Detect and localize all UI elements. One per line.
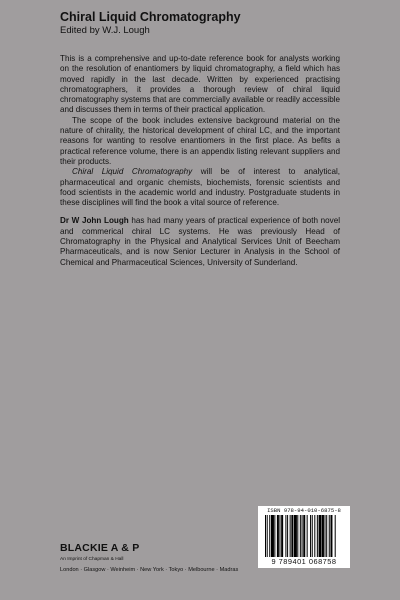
barcode-stripe — [269, 515, 270, 557]
barcode-stripe — [297, 515, 298, 557]
barcode-stripe — [329, 515, 330, 557]
barcode-block — [258, 506, 350, 568]
barcode-number: 9 789401 068758 — [271, 557, 337, 566]
barcode-stripe — [310, 515, 311, 557]
description-paragraph-2: The scope of the book includes extensive background material on the nature of chirality, the historical development of chiral LC, and the important reasons for wanting to resolve enantiomers in the first place. As befits a practical reference volume, there is an appendix listing relevant suppliers and their products. — [60, 115, 340, 166]
barcode-stripe — [281, 515, 283, 557]
publisher-cities: London · Glasgow · Weinheim · New York · Tokyo · Melbourne · Madras — [60, 567, 239, 573]
publisher-name: BLACKIE A & P — [60, 542, 140, 554]
barcode-stripe — [271, 515, 274, 557]
barcode-stripe — [330, 515, 332, 557]
publisher-imprint: An Imprint of Chapman & Hall — [60, 557, 124, 562]
barcode-stripe — [265, 515, 266, 557]
barcode-stripe — [335, 515, 336, 557]
barcode-stripe — [325, 515, 326, 557]
barcode-stripe — [319, 515, 322, 557]
barcode-stripe — [314, 515, 315, 557]
barcode-stripe — [307, 515, 308, 557]
author-bio — [60, 216, 340, 267]
barcode-stripe — [291, 515, 293, 557]
author-bio-text: has had many years of practical experience of both novel and commerical chiral LC systems. He was previously Head of Chromatography in the Physical and Analytical Services Unit of Beecham Pharmaceuticals, and is now Senior Lecturer in Analysis in the School of Chemical and Pharmaceutical Sciences, University of Sunderland. — [60, 216, 340, 267]
barcode-bars — [265, 515, 343, 557]
barcode-stripe — [300, 515, 301, 557]
description-paragraph-3-text: will be of interest to analytical, pharmaceutical and organic chemists, biochemists, forensic scientists and food scientists in the academic world and industry. Postgraduate students in these disciplines will find the book a vital source of reference. — [60, 167, 340, 208]
barcode-stripe — [326, 515, 327, 557]
description-paragraph-1: This is a comprehensive and up-to-date reference book for analysts working on the resolution of enantiomers by liquid chromatography, a field which has moved rapidly in the last decade. Written by experienced practising chromatographers, it provides a thorough review of chiral liquid chromatography systems that are commercially available or readily accessible and discusses them in terms of their practical application. — [60, 54, 340, 115]
barcode-stripe — [267, 515, 268, 557]
barcode-stripe — [312, 515, 313, 557]
barcode-stripe — [322, 515, 324, 557]
back-cover-text — [60, 54, 340, 268]
author-name: Dr W John Lough — [60, 216, 129, 226]
book-title: Chiral Liquid Chromatography — [60, 10, 241, 24]
barcode-stripe — [279, 515, 280, 557]
barcode-stripe — [277, 515, 279, 557]
barcode-stripe — [274, 515, 275, 557]
barcode-stripe — [302, 515, 303, 557]
isbn-text: ISBN 978-94-010-6875-8 — [267, 507, 341, 514]
barcode-stripe — [303, 515, 305, 557]
barcode-stripe — [287, 515, 288, 557]
editor-credit: Edited by W.J. Lough — [60, 25, 150, 36]
barcode-stripe — [317, 515, 318, 557]
barcode-stripe — [290, 515, 291, 557]
description-paragraph-3 — [60, 167, 340, 208]
book-title-italic: Chiral Liquid Chromatography — [72, 167, 193, 177]
barcode-stripe — [294, 515, 297, 557]
barcode-stripe — [285, 515, 286, 557]
